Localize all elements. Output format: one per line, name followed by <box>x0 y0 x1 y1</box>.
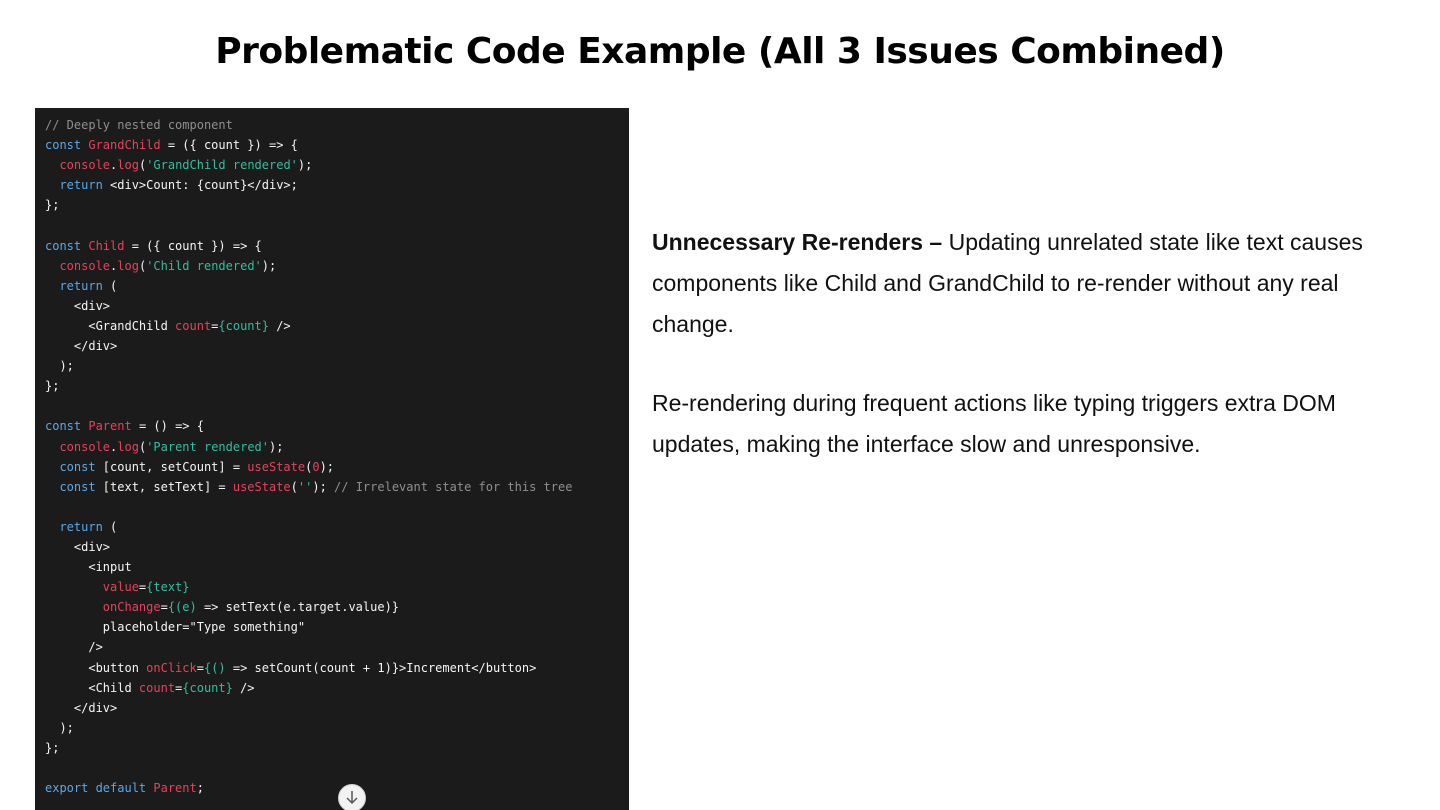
code-token-plain: [text, setText] = <box>95 479 233 494</box>
code-token-plain: ( <box>138 439 147 454</box>
code-line <box>45 678 572 698</box>
code-token-plain <box>45 440 59 454</box>
code-token-plain <box>45 600 103 614</box>
code-token-plain: /> <box>45 640 103 655</box>
explanation-point-1 <box>652 222 1372 345</box>
code-token-plain: = ({ count }) => { <box>124 238 262 253</box>
code-token-name: useState <box>247 459 306 474</box>
code-line <box>45 637 572 657</box>
code-line <box>45 557 572 577</box>
code-token-keyword: export default <box>45 781 154 796</box>
code-token-name: Child <box>88 238 125 253</box>
explanation-text <box>652 222 1372 465</box>
code-token-attr: count <box>175 318 212 333</box>
code-token-plain: ); <box>45 359 74 374</box>
code-line <box>45 497 572 517</box>
code-token-expr: {(e) <box>167 600 197 615</box>
code-token-plain: = <box>160 600 168 615</box>
code-token-plain: ); <box>312 479 335 494</box>
code-token-plain: </div> <box>45 339 118 354</box>
code-line <box>45 316 572 336</box>
code-line <box>45 135 572 155</box>
code-token-plain <box>45 480 59 494</box>
code-token-plain: ; <box>196 781 204 796</box>
code-line <box>45 256 572 276</box>
code-token-plain: ( <box>305 459 313 474</box>
code-line <box>45 155 572 175</box>
code-token-plain: }; <box>45 379 60 394</box>
code-token-string: 'Child rendered' <box>146 258 262 273</box>
code-token-expr: {count} <box>218 318 269 333</box>
explanation-point-2: Re-rendering during frequent actions like typing triggers extra DOM updates, making the interface slow and unresponsive. <box>652 390 1336 457</box>
code-line <box>45 457 572 477</box>
code-token-expr: {count} <box>182 680 233 695</box>
code-token-plain: = <box>175 680 183 695</box>
code-token-name: log <box>117 439 139 454</box>
code-line <box>45 718 572 738</box>
code-token-plain: /> <box>232 680 255 695</box>
code-token-name: log <box>117 158 139 173</box>
arrow-down-icon <box>345 790 359 806</box>
code-token-keyword: return <box>59 519 103 534</box>
code-token-number: 0 <box>312 459 320 474</box>
code-token-attr: onChange <box>102 600 161 615</box>
code-token-name: Parent <box>88 419 132 434</box>
code-token-string: '' <box>297 479 313 494</box>
code-token-plain: <div> <box>45 539 111 554</box>
point-1-heading: Unnecessary Re-renders – <box>652 229 943 255</box>
code-token-plain: ); <box>261 258 277 273</box>
code-token-plain: <Child <box>45 680 139 695</box>
code-token-plain <box>45 580 103 594</box>
code-token-name: console <box>59 258 111 273</box>
code-token-plain: => setText(e.target.value)} <box>196 600 400 615</box>
code-token-plain: . <box>110 439 118 454</box>
code-line <box>45 437 572 457</box>
code-line <box>45 778 572 798</box>
code-line <box>45 215 572 235</box>
code-token-name: console <box>59 158 111 173</box>
code-line <box>45 758 572 778</box>
code-token-plain <box>45 259 59 273</box>
code-line <box>45 477 572 497</box>
code-line <box>45 175 572 195</box>
code-token-string: 'Parent rendered' <box>146 439 270 454</box>
code-token-plain: ( <box>102 519 118 534</box>
code-token-plain <box>45 178 59 192</box>
code-token-plain: = <box>196 660 204 675</box>
code-token-plain: ( <box>290 479 298 494</box>
code-token-plain: }; <box>45 740 60 755</box>
code-token-plain: ); <box>319 459 335 474</box>
code-line <box>45 376 572 396</box>
code-line <box>45 356 572 376</box>
code-line <box>45 336 572 356</box>
slide-title: Problematic Code Example (All 3 Issues Combined) <box>215 31 1225 72</box>
code-token-plain: ( <box>138 158 147 173</box>
code-token-plain <box>45 520 59 534</box>
code-line <box>45 195 572 215</box>
code-token-plain: placeholder="Type something" <box>45 620 306 635</box>
code-token-name: console <box>59 439 111 454</box>
point-1-body: Updating unrelated state like text causes components like Child and GrandChild to re-render without any real change. <box>652 229 1363 337</box>
code-token-plain: = <box>138 580 147 595</box>
code-token-expr: {text} <box>146 580 190 595</box>
code-line <box>45 276 572 296</box>
code-token-plain: <div>Count: {count}</div>; <box>102 178 298 193</box>
code-token-keyword: const <box>45 138 89 153</box>
code-token-keyword: const <box>59 459 96 474</box>
code-token-keyword: const <box>45 419 89 434</box>
code-token-keyword: const <box>59 479 96 494</box>
code-line <box>45 738 572 758</box>
code-token-plain: </div> <box>45 700 118 715</box>
code-line <box>45 296 572 316</box>
code-token-plain: ); <box>45 720 74 735</box>
code-token-plain: [count, setCount] = <box>95 459 248 474</box>
code-token-plain: /> <box>268 318 291 333</box>
code-token-plain: => setCount(count + 1)}>Increment</button> <box>225 660 537 675</box>
code-token-plain: <input <box>45 560 132 575</box>
code-line <box>45 617 572 637</box>
code-token-plain: = <box>211 318 219 333</box>
code-token-plain: }; <box>45 198 60 213</box>
code-line <box>45 416 572 436</box>
code-token-attr: value <box>102 580 139 595</box>
code-line <box>45 537 572 557</box>
code-line <box>45 517 572 537</box>
code-token-name: useState <box>232 479 291 494</box>
code-line <box>45 698 572 718</box>
code-token-plain <box>45 158 59 172</box>
code-line <box>45 658 572 678</box>
code-token-plain: . <box>110 158 118 173</box>
code-line <box>45 577 572 597</box>
code-block <box>45 115 572 798</box>
code-line <box>45 597 572 617</box>
code-token-keyword: return <box>59 278 103 293</box>
code-token-string: 'GrandChild rendered' <box>146 158 298 173</box>
code-token-plain <box>45 460 59 474</box>
code-line <box>45 115 572 135</box>
code-token-comment: // Irrelevant state for this tree <box>334 479 573 494</box>
code-token-plain: = ({ count }) => { <box>160 138 298 153</box>
code-token-attr: count <box>138 680 176 695</box>
code-token-attr: onClick <box>146 660 197 675</box>
code-token-name: GrandChild <box>88 138 161 153</box>
code-token-plain: ( <box>102 278 118 293</box>
code-token-keyword: return <box>59 178 103 193</box>
code-token-plain: <GrandChild <box>45 318 176 333</box>
code-token-name: Parent <box>153 781 197 796</box>
code-line <box>45 396 572 416</box>
code-token-plain: <div> <box>45 298 111 313</box>
code-token-comment: // Deeply nested component <box>45 118 233 132</box>
code-token-plain: <button <box>45 660 147 675</box>
code-token-plain: . <box>110 258 118 273</box>
code-token-expr: {() <box>203 660 226 675</box>
code-token-keyword: const <box>45 238 89 253</box>
scroll-down-button[interactable] <box>338 784 366 810</box>
code-screenshot <box>35 108 629 810</box>
code-token-plain: = () => { <box>131 419 204 434</box>
code-token-plain: ); <box>269 439 284 454</box>
code-token-plain: ( <box>138 258 147 273</box>
code-token-plain <box>45 279 59 293</box>
code-token-name: log <box>117 258 139 273</box>
code-token-plain: ); <box>297 158 313 173</box>
code-line <box>45 236 572 256</box>
